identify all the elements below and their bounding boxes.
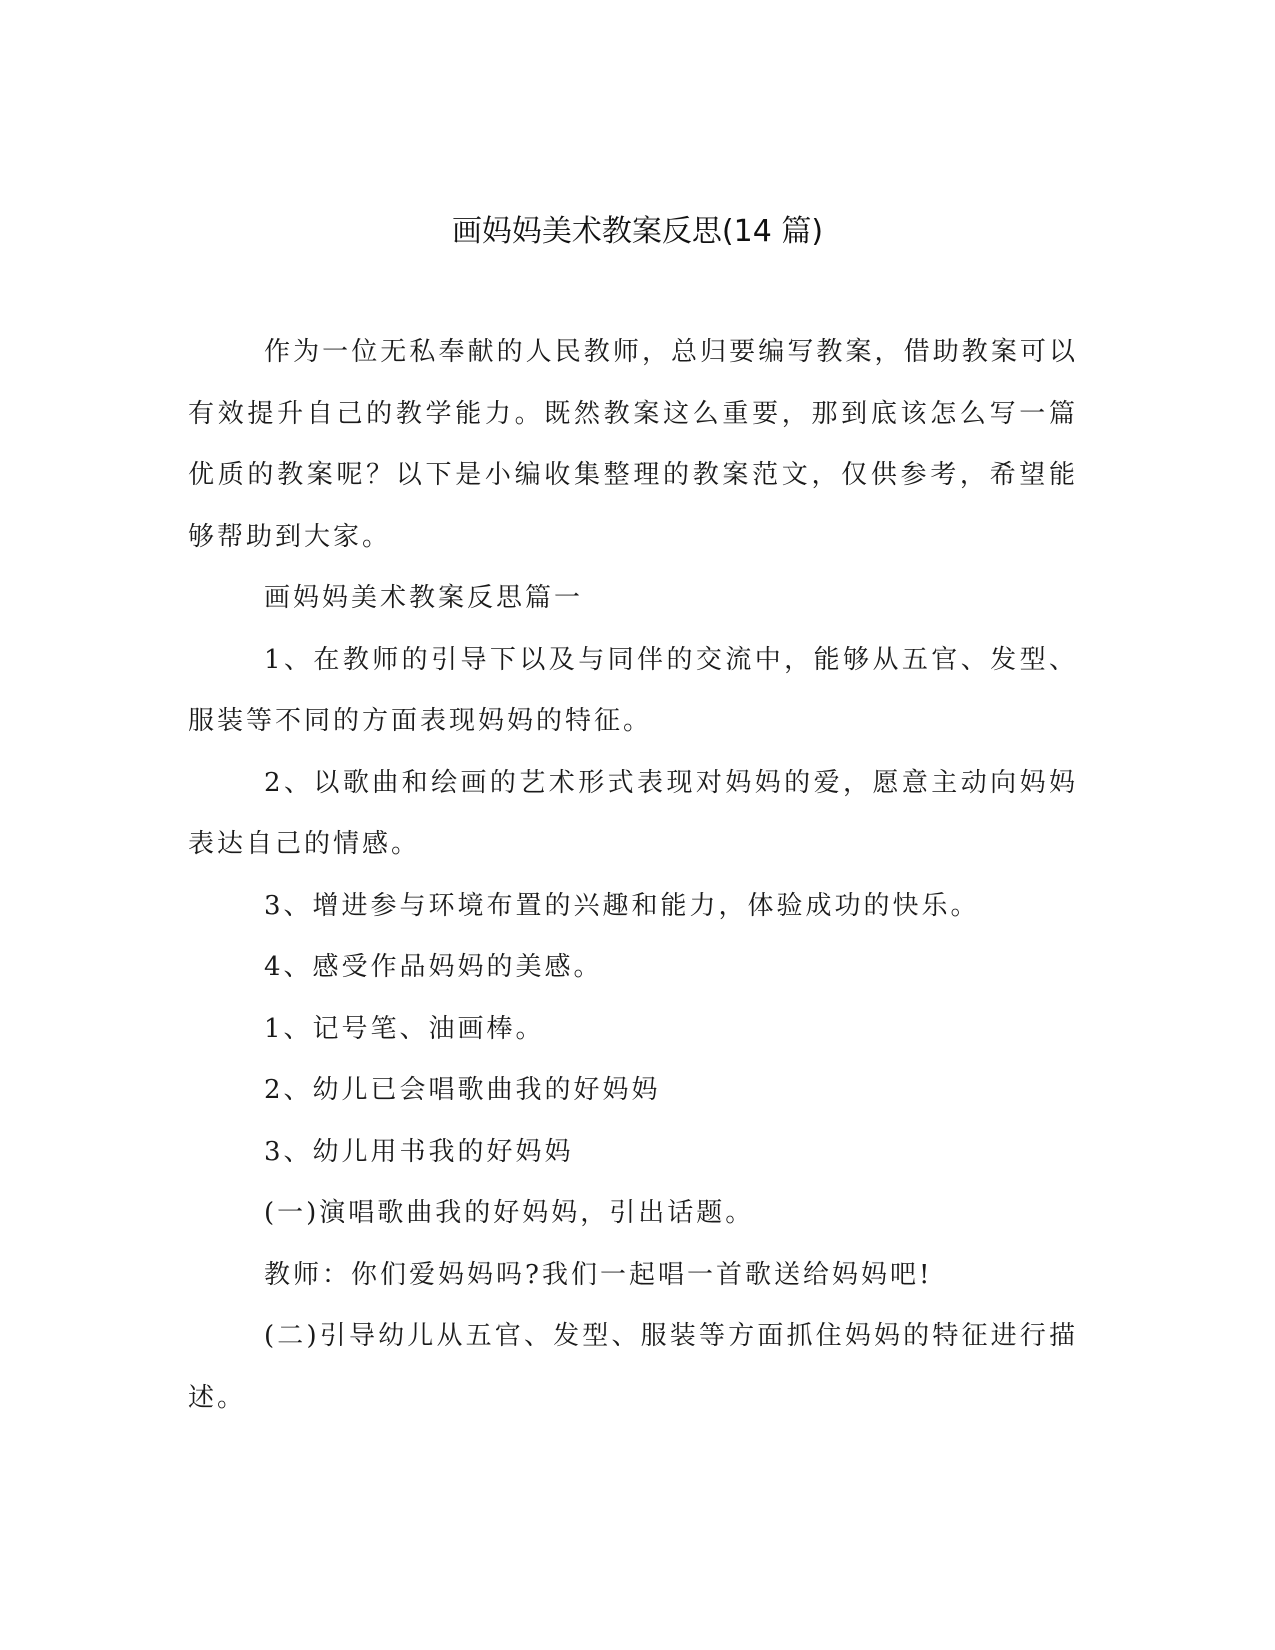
goal-item-1: 1、在教师的引导下以及与同伴的交流中，能够从五官、发型、服装等不同的方面表现妈妈的特征。 bbox=[188, 644, 1078, 736]
process-step-1: (一)演唱歌曲我的好妈妈，引出话题。 bbox=[264, 1198, 755, 1228]
section-heading: 画妈妈美术教案反思篇一 bbox=[264, 583, 584, 613]
intro-paragraph: 作为一位无私奉献的人民教师，总归要编写教案，借助教案可以有效提升自己的教学能力。既然教案这么重要，那到底该怎么写一篇优质的教案呢？以下是小编收集整理的教案范文，仅供参考，希望能够帮助到大家。 bbox=[188, 337, 1078, 552]
document-body bbox=[188, 322, 1078, 1429]
process-step-2: (二)引导幼儿从五官、发型、服装等方面抓住妈妈的特征进行描述。 bbox=[188, 1321, 1078, 1413]
teacher-dialogue: 教师：你们爱妈妈吗?我们一起唱一首歌送给妈妈吧! bbox=[264, 1259, 933, 1290]
goal-item-2: 2、以歌曲和绘画的艺术形式表现对妈妈的爱，愿意主动向妈妈表达自己的情感。 bbox=[188, 767, 1078, 859]
prep-item-1: 1、记号笔、油画棒。 bbox=[264, 1013, 545, 1044]
prep-item-3: 3、幼儿用书我的好妈妈 bbox=[264, 1136, 574, 1167]
goal-item-4: 4、感受作品妈妈的美感。 bbox=[264, 952, 603, 982]
document-title: 画妈妈美术教案反思(14 篇) bbox=[451, 214, 824, 249]
goal-item-3: 3、增进参与环境布置的兴趣和能力，体验成功的快乐。 bbox=[264, 890, 980, 921]
prep-item-2: 2、幼儿已会唱歌曲我的好妈妈 bbox=[264, 1075, 661, 1105]
